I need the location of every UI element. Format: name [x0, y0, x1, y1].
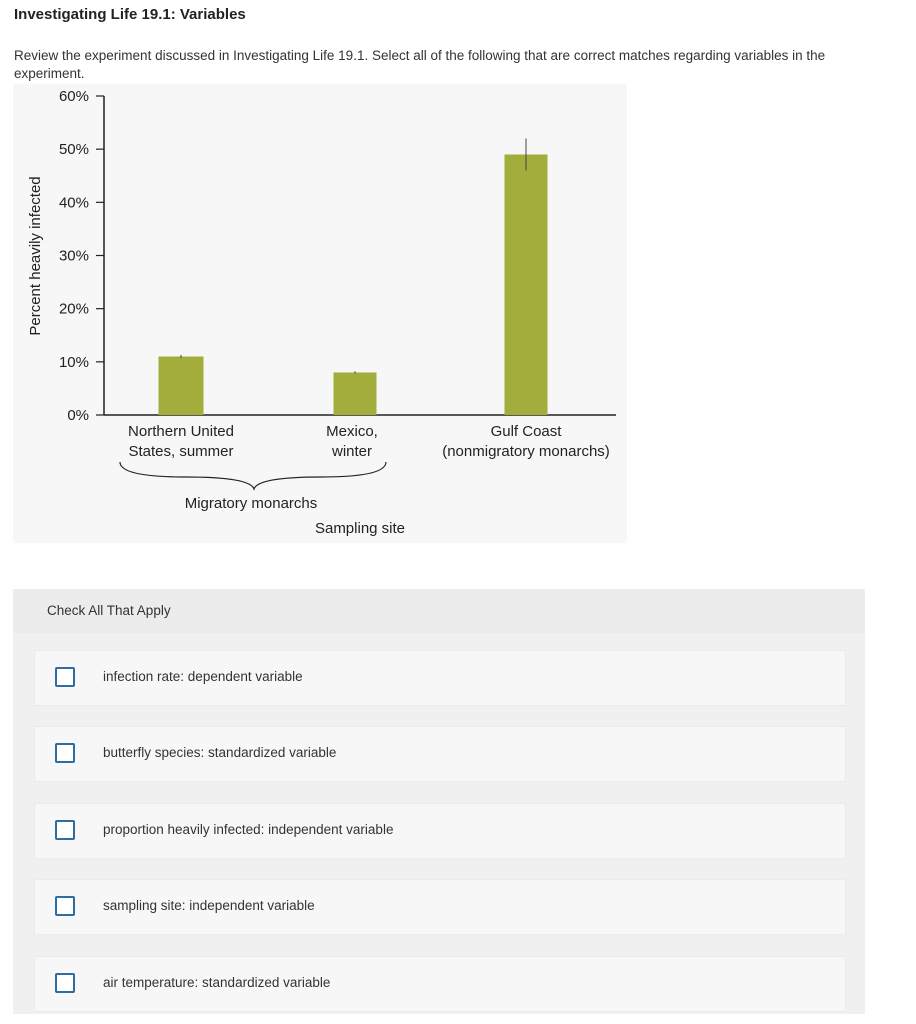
bar-chart: [13, 84, 627, 543]
panel-header: [13, 589, 865, 633]
group-label: Migratory monarchs: [184, 495, 318, 512]
option-label: air temperature: standardized variable: [103, 975, 331, 990]
option-proportion-infected[interactable]: [34, 803, 846, 859]
bar: [159, 357, 204, 415]
answer-panel: [13, 589, 865, 1014]
question-prompt: Review the experiment discussed in Investigating Life 19.1. Select all of the following that are correct matches regarding variables in the experiment.: [14, 48, 826, 81]
migratory-brace: [120, 462, 386, 489]
x-axis-label: Sampling site: [314, 520, 406, 537]
check-all-heading: Check All That Apply: [47, 603, 171, 618]
category-label: Gulf Coast: [490, 423, 562, 440]
y-tick-label: 10%: [58, 353, 89, 371]
checkbox[interactable]: [55, 896, 75, 916]
y-tick-label: 60%: [58, 88, 89, 105]
option-butterfly-species[interactable]: [34, 726, 846, 782]
bar: [505, 154, 548, 415]
checkbox[interactable]: [55, 973, 75, 993]
option-label: sampling site: independent variable: [103, 898, 315, 913]
option-label: infection rate: dependent variable: [103, 669, 303, 684]
y-tick-label: 0%: [67, 407, 89, 424]
option-infection-rate[interactable]: [34, 650, 846, 706]
y-tick-label: 40%: [58, 194, 89, 212]
checkbox[interactable]: [55, 743, 75, 763]
checkbox[interactable]: [55, 667, 75, 687]
figure: [13, 84, 627, 543]
page-title: Investigating Life 19.1: Variables: [14, 6, 246, 23]
category-label: Northern United: [128, 423, 234, 440]
category-label: Mexico,: [326, 423, 378, 440]
category-label: (nonmigratory monarchs): [442, 443, 610, 460]
category-label: States, summer: [128, 443, 234, 460]
checkbox[interactable]: [55, 820, 75, 840]
y-tick-label: 30%: [58, 247, 89, 265]
option-air-temperature[interactable]: [34, 956, 846, 1012]
y-tick-label: 20%: [58, 300, 89, 318]
category-label: winter: [331, 443, 373, 460]
y-tick-label: 50%: [58, 141, 89, 159]
y-axis-label: Percent heavily infected: [27, 176, 44, 336]
option-label: proportion heavily infected: independent variable: [103, 822, 394, 837]
option-label: butterfly species: standardized variable: [103, 745, 337, 760]
bar: [334, 372, 377, 415]
option-sampling-site[interactable]: [34, 879, 846, 935]
